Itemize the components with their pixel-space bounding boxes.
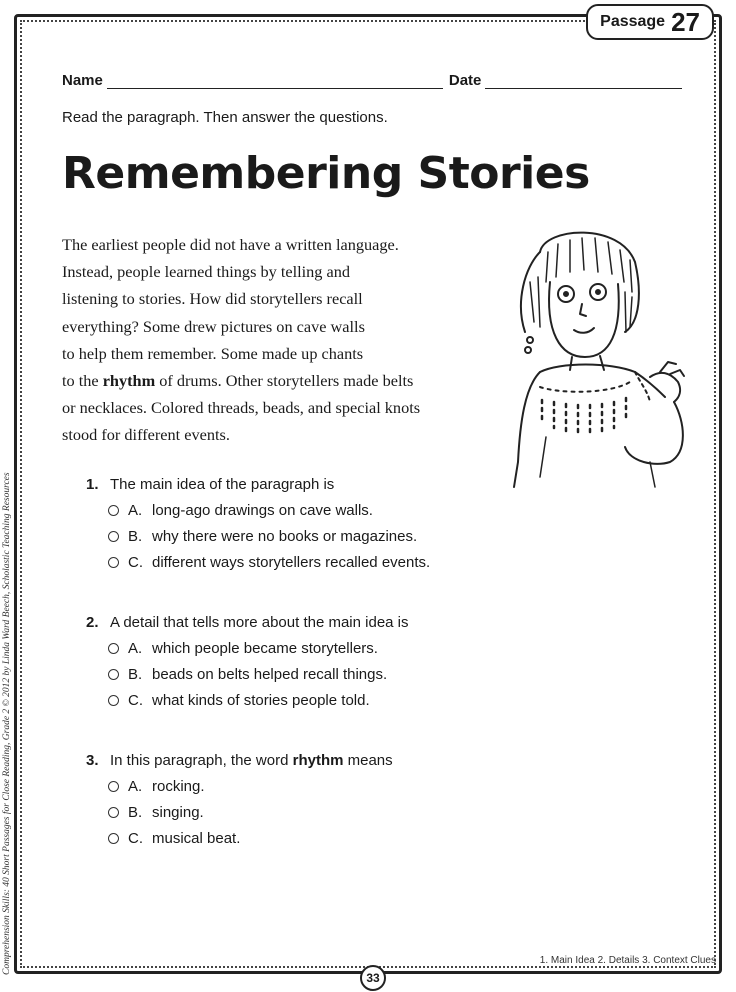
option-text: rocking. [152,778,205,795]
paragraph-line: The earliest people did not have a written language. [62,235,399,254]
passage-number: 27 [671,6,700,37]
name-label: Name [62,72,103,89]
radio-circle-icon[interactable] [108,531,119,542]
radio-circle-icon[interactable] [108,807,119,818]
name-field[interactable] [107,74,443,89]
question-number: 1. [86,476,99,493]
option-text: which people became storytellers. [152,640,378,657]
radio-circle-icon[interactable] [108,781,119,792]
radio-circle-icon[interactable] [108,669,119,680]
option-text: musical beat. [152,830,241,847]
paragraph-line: stood for different events. [62,425,230,445]
name-date-row [62,72,682,89]
stem-text: means [343,752,393,769]
option-letter: B. [128,804,143,821]
answer-option[interactable] [108,554,430,571]
option-text: what kinds of stories people told. [152,692,370,709]
reading-paragraph [62,231,462,449]
skills-footer: 1. Main Idea 2. Details 3. Context Clues [539,955,716,966]
radio-circle-icon[interactable] [108,505,119,516]
option-letter: C. [128,830,143,847]
question-stem [110,752,393,769]
question-2 [86,614,409,709]
copyright-credit: Comprehension Skills: 40 Short Passages for Close Reading, Grade 2 © 2012 by Linda Ward Beech, Scholastic Teaching Resources [2,472,12,975]
paragraph-line: listening to stories. How did storytellers recall [62,289,363,309]
instructions: Read the paragraph. Then answer the questions. [62,109,388,126]
option-text: beads on belts helped recall things. [152,666,388,683]
answer-option[interactable] [108,640,409,657]
radio-circle-icon[interactable] [108,833,119,844]
question-1 [86,476,430,571]
question-stem: The main idea of the paragraph is [110,476,335,493]
option-letter: A. [128,778,143,795]
paragraph-text: to the [62,371,103,391]
vocab-word: rhythm [102,371,156,391]
radio-circle-icon[interactable] [108,695,119,706]
stem-text: In this paragraph, the word [110,752,293,769]
vocab-word: rhythm [292,752,344,769]
answer-option[interactable] [108,692,409,709]
paragraph-line: or necklaces. Colored threads, beads, and special knots [62,398,421,418]
option-letter: B. [128,528,143,545]
option-text: long-ago drawings on cave walls. [152,502,373,519]
question-number: 3. [86,752,99,769]
paragraph-line: to help them remember. Some made up chants [62,343,364,363]
radio-circle-icon[interactable] [108,557,119,568]
answer-option[interactable] [108,830,393,847]
radio-circle-icon[interactable] [108,643,119,654]
question-3 [86,752,393,847]
answer-option[interactable] [108,502,430,519]
paragraph-line [62,367,462,394]
answer-option[interactable] [108,778,393,795]
paragraph-line: Instead, people learned things by telling and [62,262,351,282]
date-field[interactable] [485,74,682,89]
answer-option[interactable] [108,804,393,821]
option-letter: A. [128,640,143,657]
answer-option[interactable] [108,666,409,683]
option-letter: C. [128,554,143,571]
answer-option[interactable] [108,528,430,545]
option-text: singing. [152,804,204,821]
option-letter: C. [128,692,143,709]
passage-tab [586,4,714,40]
passage-label: Passage [600,13,666,30]
option-text: different ways storytellers recalled events. [152,554,431,571]
option-letter: A. [128,502,143,519]
page-number: 33 [360,965,386,991]
storyteller-illustration [500,222,700,492]
paragraph-line: everything? Some drew pictures on cave walls [62,316,365,336]
question-number: 2. [86,614,99,631]
option-text: why there were no books or magazines. [152,528,418,545]
option-letter: B. [128,666,143,683]
question-stem: A detail that tells more about the main idea is [110,614,409,631]
date-label: Date [448,72,482,89]
paragraph-text: of drums. Other storytellers made belts [155,371,414,391]
page-title: Remembering Stories [62,148,590,199]
